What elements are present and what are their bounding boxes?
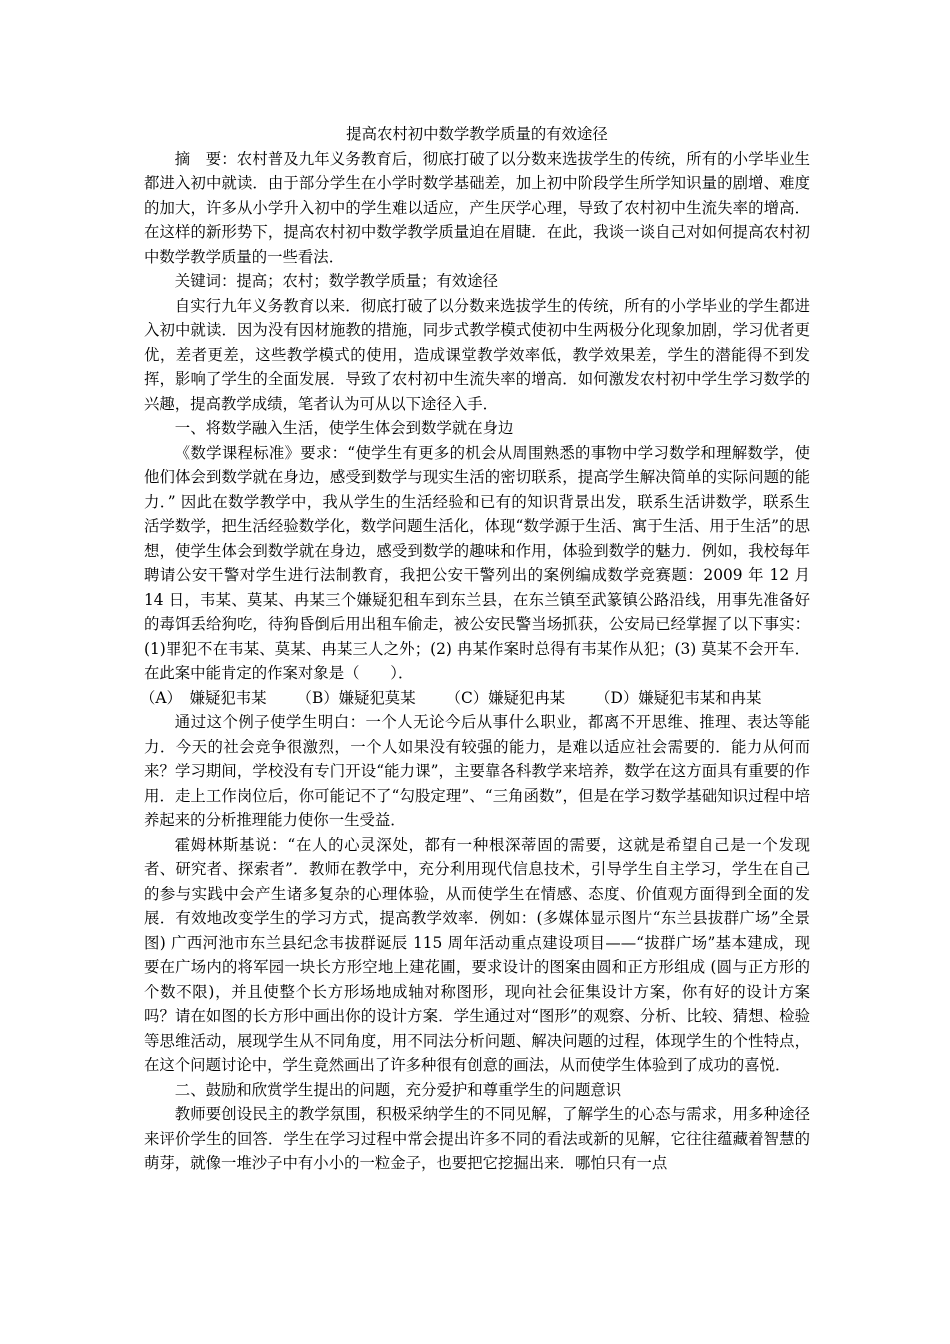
option-c: （C）嫌疑犯冉某 (445, 688, 566, 707)
option-d: （D）嫌疑犯韦某和冉某 (595, 688, 762, 707)
paragraph-3: 霍姆林斯基说：“在人的心灵深处，都有一种根深蒂固的需要，这就是希望自己是一个发现者、研究者、探索者”．教师在教学中，充分利用现代信息技术，引导学生自主学习，学生在自己的参与实践中会产生诸多复杂的心理体验，从而使学生在情感、态度、价值观方面得到全面的发展．有效地改变学生的学习方式，提高教学效率．例如：(多媒体显示图片“东兰县拔群广场”全景图) 广西河池市东兰县纪念韦拔群诞辰 115 周年活动重点建设项目——“拔群广场”基本建成，现要在广场内的将军园一块长方形空地上建花圃，要求设计的图案由圆和正方形组成 (圆与正方形的个数不限)，并且使整个长方形场地成轴对称图形，现向社会征集设计方案，你有好的设计方案吗？请在如图的长方形中画出你的设计方案．学生通过对“图形”的观察、分析、比较、猜想、检验等思维活动，展现学生从不同角度，用不同法分析问题、解决问题的过程，体现学生的个性特点，在这个问题讨论中，学生竟然画出了许多种很有创意的画法，从而使学生体验到了成功的喜悦． (144, 835, 810, 1074)
intro-paragraph: 自实行九年义务教育以来．彻底打破了以分数来选拔学生的传统，所有的小学毕业的学生都进入初中就读．因为没有因材施教的措施，同步式教学模式使初中生两极分化现象加剧，学习优者更优，差者更差，这些教学模式的使用，造成课堂教学效率低，教学效果差，学生的潜能得不到发挥，影响了学生的全面发展．导致了农村初中生流失率的增高．如何激发农村初中学生学习数学的兴趣，提高教学成绩，笔者认为可从以下途径入手． (144, 296, 810, 413)
answer-options (140, 686, 810, 711)
document-title: 提高农村初中数学教学质量的有效途径 (346, 125, 608, 143)
section-heading-2: 二、鼓励和欣赏学生提出的问题，充分爱护和尊重学生的问题意识 (174, 1080, 622, 1099)
option-a: （A） 嫌疑犯韦某 (140, 688, 267, 707)
section-heading-1: 一、将数学融入生活，使学生体会到数学就在身边 (174, 419, 514, 437)
paragraph-2: 通过这个例子使学生明白：一个人无论今后从事什么职业，都离不开思维、推理、表达等能力．今天的社会竞争很激烈，一个人如果没有较强的能力，是难以适应社会需要的．能力从何而来？学习期间，学校没有专门开设“能力课”，主要靠各科教学来培养，数学在这方面具有重要的作用．走上工作岗位后，你可能记不了“勾股定理”、“三角函数”，但是在学习数学基础知识过程中培养起来的分析推理能力使你一生受益． (144, 713, 810, 829)
paragraph-4: 教师要创设民主的教学氛围，积极采纳学生的不同见解，了解学生的心态与需求，用多种途径来评价学生的回答．学生在学习过程中常会提出许多不同的看法或新的见解，它往往蕴藏着智慧的萌芽，就像一堆沙子中有小小的一粒金子，也要把它挖掘出来．哪怕只有一点 (144, 1105, 810, 1172)
abstract (144, 147, 810, 270)
keywords: 关键词：提高；农村；数学教学质量；有效途径 (174, 272, 499, 290)
abstract-label: 摘 要： (174, 149, 237, 168)
document-page (140, 122, 810, 1176)
paragraph-1: 《数学课程标准》要求：“使学生有更多的机会从周围熟悉的事物中学习数学和理解数学，使他们体会到数学就在身边，感受到数学与现实生活的密切联系，提高学生解决简单的实际问题的能力．” 因此在数学教学中，我从学生的生活经验和已有的知识背景出发，联系生活讲数学，联系生活学数学，把生活经验数学化，数学问题生活化，体现“数学源于生活、寓于生活、用于生活”的思想，使学生体会到数学就在身边，感受到数学的趣味和作用，体验到数学的魅力．例如，我校每年聘请公安干警对学生进行法制教育，我把公安干警列出的案例编成数学竞赛题：2009 年 12 月 14 日，韦某、莫某、冉某三个嫌疑犯租车到东兰县，在东兰镇至武篆镇公路沿线，用事先准备好的毒饵丢给狗吃，待狗昏倒后用出租车偷走，被公安民警当场抓获，公安局已经掌握了以下事实：(1)罪犯不在韦某、莫某、冉某三人之外；(2) 冉某作案时总得有韦某作从犯；(3) 莫某不会开车．在此案中能肯定的作案对象是（ ）． (144, 443, 810, 682)
option-b: （B）嫌疑犯莫某 (296, 688, 416, 707)
abstract-text: 农村普及九年义务教育后，彻底打破了以分数来选拔学生的传统，所有的小学毕业生都进入初中就读．由于部分学生在小学时数学基础差，加上初中阶段学生所学知识量的剧增、难度的加大，许多从小学升入初中的学生难以适应，产生厌学心理，导致了农村初中生流失率的增高．在这样的新形势下，提高农村初中数学教学质量迫在眉睫．在此，我谈一谈自己对如何提高农村初中数学教学质量的一些看法． (144, 149, 810, 266)
